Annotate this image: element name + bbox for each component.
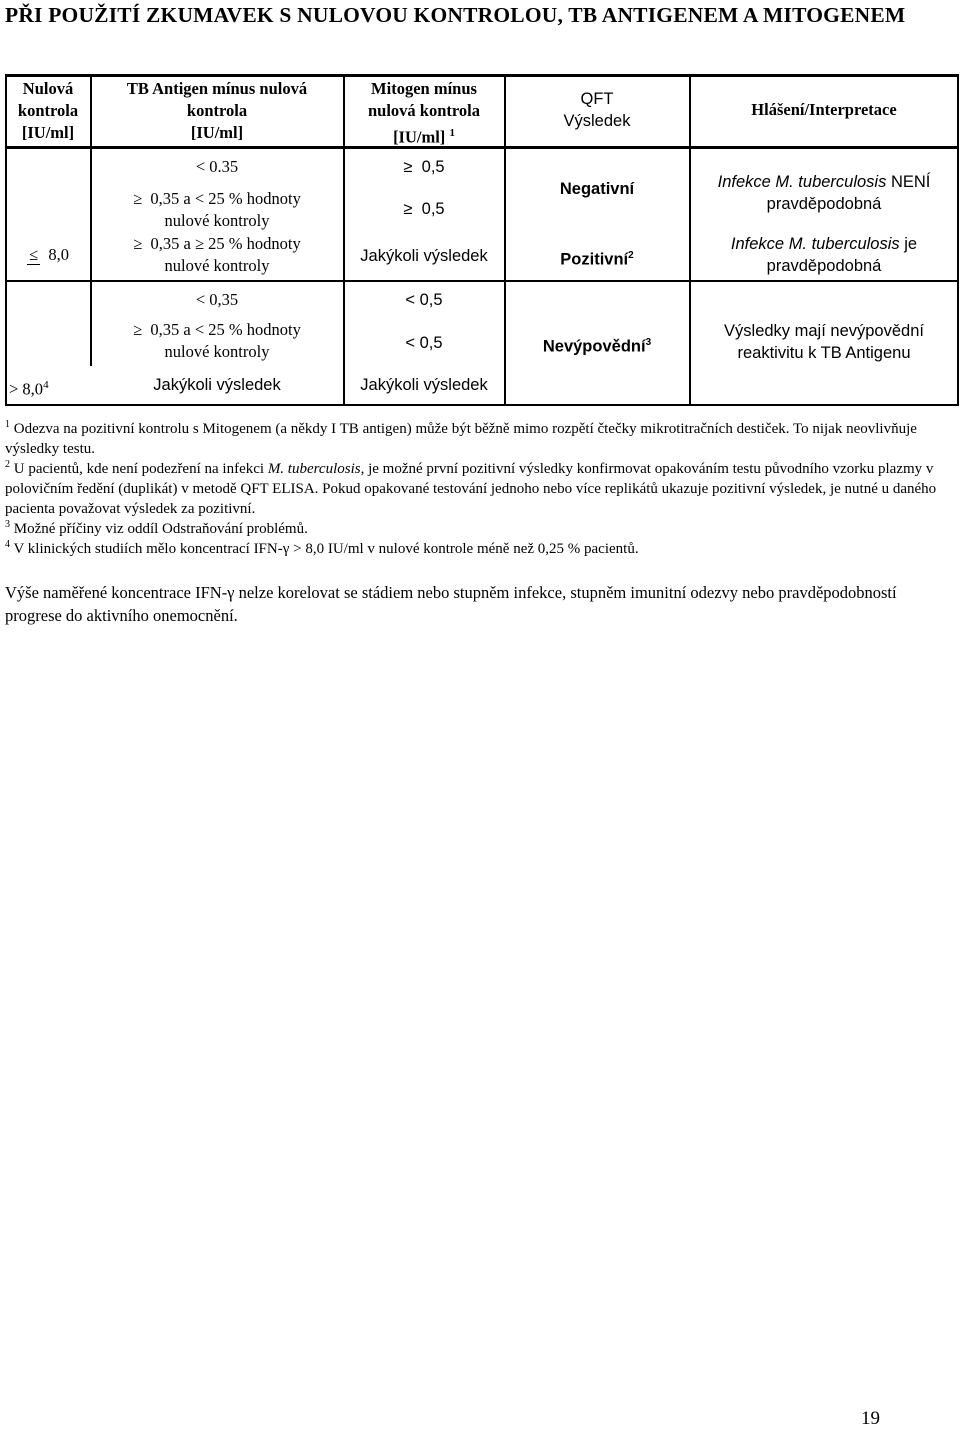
mit-lt-05-row4: < 0,5: [405, 291, 443, 309]
table-top-border: [5, 74, 959, 77]
mit-ge-05-row1: ≥ 0,5: [403, 158, 445, 176]
footnote-4: $^4$ V klinických studiích mělo koncentrací IFN-γ > 8,0 IU/ml v nulové kontrole méně než 0,25 % pacientů.: [5, 539, 639, 557]
interpretation-indeterminate: Výsledky mají nevýpovědní reaktivitu k TB Antigenu: [724, 322, 924, 362]
tb-range-row3: ≥ 0,35 a ≥ 25 % hodnoty nulové kontroly: [133, 234, 301, 275]
interpretation-positive: Infekce M. tuberculosis je pravděpodobná: [730, 235, 918, 275]
ge-symbol: ≥: [133, 234, 143, 253]
section-heading: PŘI POUŽITÍ ZKUMAVEK S NULOVOU KONTROLOU, TB ANTIGENEM A MITOGENEM: [5, 3, 906, 27]
result-positive: Pozitivní$^2$: [560, 250, 634, 269]
mit-ge-05-row2: ≥ 0,5: [403, 200, 445, 218]
table-bottom-border: [5, 404, 959, 406]
nil-le-8: ≤ 8,0: [29, 245, 69, 264]
header-nil: Nulová kontrola [IU/ml]: [17, 79, 79, 142]
footnote-2: $^2$ U pacientů, kde není podezření na infekci M. tuberculosis, je možné první pozitivní výsledky konfirmovat opakováním testu původního vzorku plazmy v polovičním ředění (duplikát) v metodě QFT ELISA. Pokud opakované testování jednoho nebo více replikátů ukazuje pozitivní výsledek, je nutné u daného pacienta považovat výsledek za pozitivní.: [5, 459, 937, 517]
table-left-border: [5, 74, 7, 406]
tb-range-row2: ≥ 0,35 a < 25 % hodnoty nulové kontroly: [133, 189, 301, 230]
le-symbol: ≤: [29, 245, 39, 264]
interpretation-negative: Infekce M. tuberculosis NENÍ pravděpodobná: [717, 173, 931, 213]
tb-any-row6: Jakýkoli výsledek: [153, 376, 281, 394]
header-mitogen: Mitogen mínus nulová kontrola [IU/ml] $^1$: [367, 79, 481, 147]
header-qft-result: QFT Výsledek: [563, 90, 631, 130]
footnote-3: $^3$ Možné příčiny viz oddíl Odstraňování problémů.: [5, 519, 308, 537]
tb-lt-035-row1: < 0.35: [195, 157, 239, 176]
ge-symbol: ≥: [133, 320, 143, 339]
ge-symbol: ≥: [194, 234, 205, 253]
header-interpretation: Hlášení/Interpretace: [751, 100, 897, 119]
result-negative: Negativní: [559, 180, 635, 198]
mit-lt-05-row5: < 0,5: [405, 334, 443, 352]
nil-gt-8: > $8,0^4$: [9, 379, 49, 399]
table-right-border: [957, 74, 959, 406]
ge-symbol: ≥: [403, 158, 413, 176]
col-divider-3: [504, 74, 506, 406]
interpretation-table: [5, 74, 959, 406]
row-group-divider: [5, 280, 959, 282]
page-number: 19: [861, 1408, 880, 1429]
col-divider-4: [689, 74, 691, 406]
result-indeterminate: Nevýpovědní$^3$: [542, 337, 652, 356]
footnote-1: $^1$ Odezva na pozitivní kontrolu s Mitogenem (a někdy I TB antigen) může být běžně mimo rozpětí čtečky mikrotitračních destiček. To nijak neovlivňuje výsledky testu.: [5, 419, 917, 457]
header-tb-antigen: TB Antigen mínus nulová kontrola [IU/ml]: [126, 79, 308, 142]
body-paragraph: Výše naměřené koncentrace IFN-γ nelze korelovat se stádiem nebo stupněm infekce, stupněm imunitní odezvy nebo pravděpodobností progrese do aktivního onemocnění.: [5, 583, 897, 625]
tb-range-row5: ≥ 0,35 a < 25 % hodnoty nulové kontroly: [133, 320, 301, 361]
ge-symbol: ≥: [403, 200, 413, 218]
tb-lt-035-row4: < 0,35: [195, 290, 239, 309]
ge-symbol: ≥: [133, 189, 143, 208]
mit-any-row6: Jakýkoli výsledek: [360, 376, 488, 394]
mit-any-row3: Jakýkoli výsledek: [360, 247, 488, 265]
